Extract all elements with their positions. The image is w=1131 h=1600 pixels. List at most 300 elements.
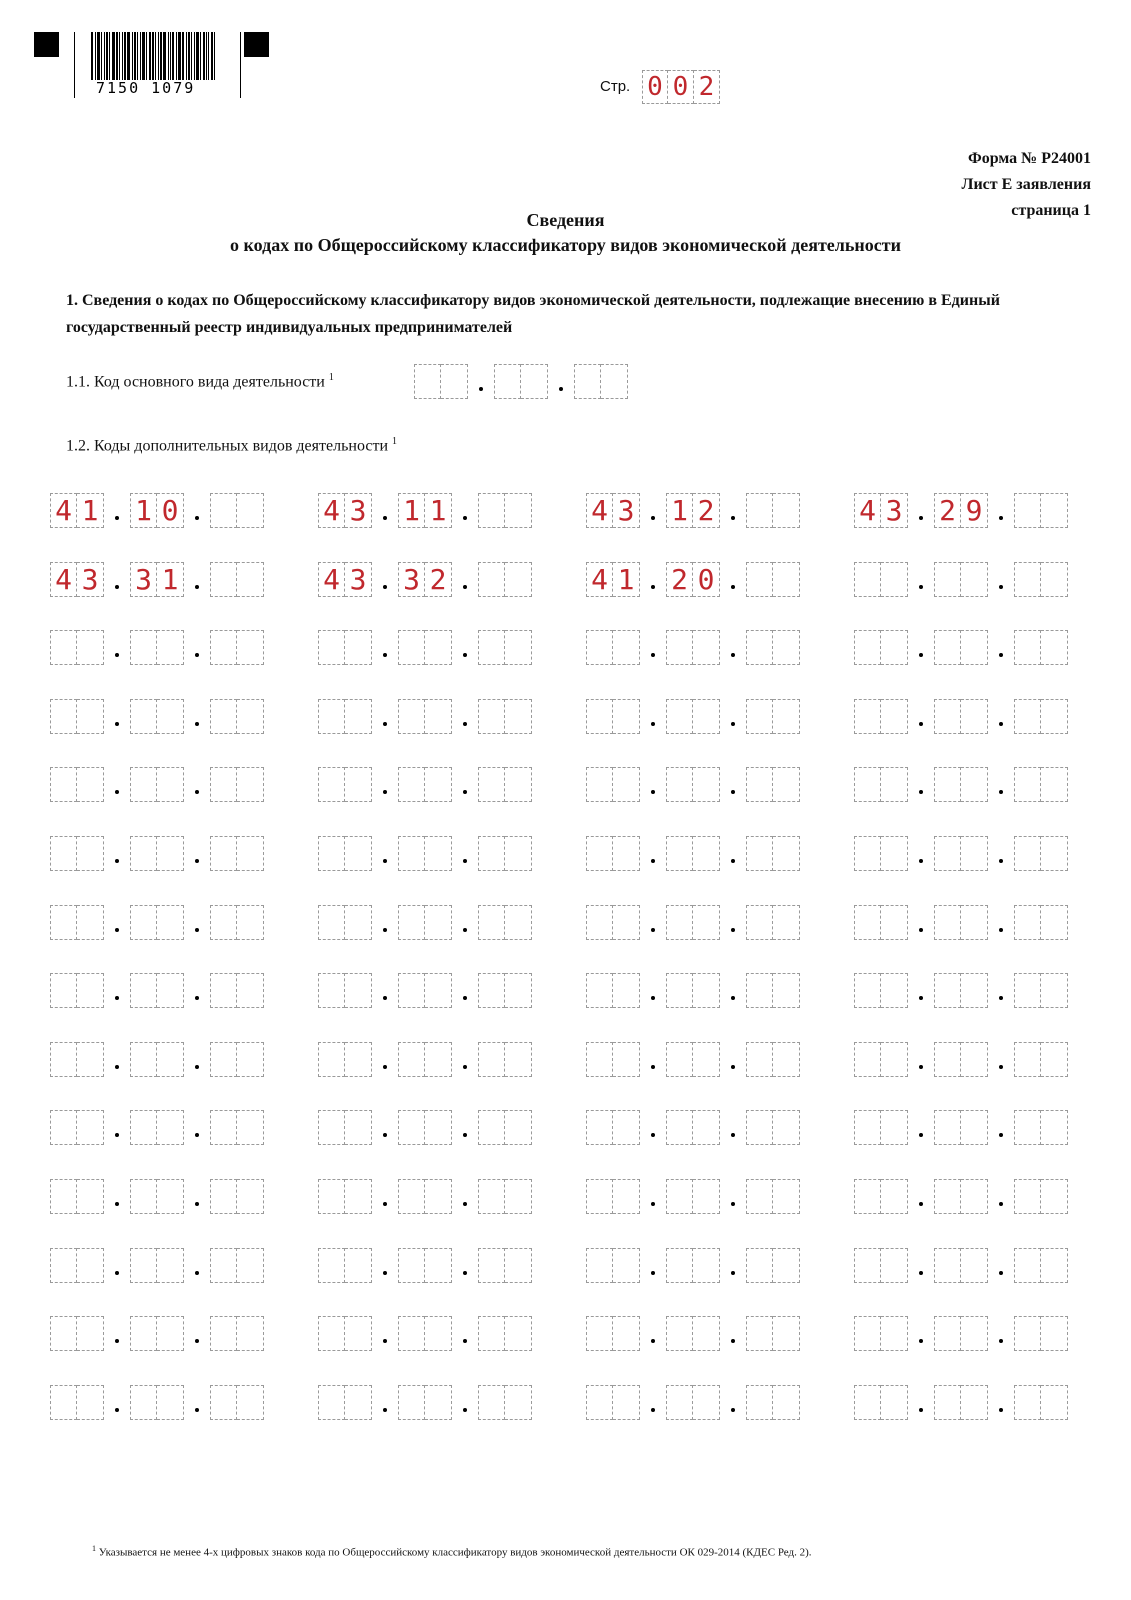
code-digit-cell[interactable] (666, 1179, 693, 1214)
code-digit-cell[interactable] (586, 767, 613, 802)
code-digit-cell[interactable] (157, 973, 184, 1008)
code-digit-cell[interactable] (50, 1316, 77, 1351)
code-digit-cell[interactable] (398, 767, 425, 802)
code-digit-cell[interactable] (961, 836, 988, 871)
code-digit-cell[interactable] (773, 630, 800, 665)
additional-code-field[interactable] (50, 1179, 264, 1214)
additional-code-field[interactable] (318, 973, 532, 1008)
code-digit-cell[interactable] (345, 1179, 372, 1214)
code-digit-cell[interactable] (50, 1042, 77, 1077)
code-digit-cell[interactable] (425, 699, 452, 734)
page-digit-cell[interactable]: 2 (694, 70, 720, 104)
code-digit-cell[interactable] (425, 1385, 452, 1420)
code-digit-cell[interactable] (934, 973, 961, 1008)
code-digit-cell[interactable] (613, 1179, 640, 1214)
code-digit-cell[interactable] (425, 905, 452, 940)
code-digit-cell[interactable] (773, 493, 800, 528)
code-digit-cell[interactable] (586, 699, 613, 734)
code-digit-cell[interactable]: 2 (425, 562, 452, 597)
code-digit-cell[interactable] (1041, 1042, 1068, 1077)
code-digit-cell[interactable] (854, 1110, 881, 1145)
additional-code-field[interactable] (318, 1385, 532, 1420)
code-digit-cell[interactable] (746, 1316, 773, 1351)
code-digit-cell[interactable] (505, 1385, 532, 1420)
code-digit-cell[interactable]: 3 (398, 562, 425, 597)
code-digit-cell[interactable] (961, 767, 988, 802)
code-digit-cell[interactable] (398, 1316, 425, 1351)
page-digit-cell[interactable]: 0 (668, 70, 694, 104)
code-digit-cell[interactable] (130, 630, 157, 665)
code-digit-cell[interactable] (237, 767, 264, 802)
code-digit-cell[interactable] (881, 836, 908, 871)
additional-code-field[interactable] (586, 905, 800, 940)
additional-code-field[interactable] (50, 973, 264, 1008)
main-code-field[interactable] (414, 364, 628, 399)
code-digit-cell[interactable] (237, 1385, 264, 1420)
code-digit-cell[interactable] (318, 1385, 345, 1420)
code-digit-cell[interactable] (613, 1316, 640, 1351)
code-digit-cell[interactable] (586, 1110, 613, 1145)
code-digit-cell[interactable] (1014, 836, 1041, 871)
code-digit-cell[interactable] (1014, 1042, 1041, 1077)
code-digit-cell[interactable] (1041, 905, 1068, 940)
code-digit-cell[interactable] (693, 630, 720, 665)
code-digit-cell[interactable] (318, 1042, 345, 1077)
code-digit-cell[interactable] (934, 836, 961, 871)
code-digit-cell[interactable] (77, 630, 104, 665)
code-digit-cell[interactable] (318, 836, 345, 871)
code-digit-cell[interactable] (666, 836, 693, 871)
code-digit-cell[interactable] (881, 905, 908, 940)
code-digit-cell[interactable] (478, 905, 505, 940)
code-digit-cell[interactable] (130, 1179, 157, 1214)
additional-code-field[interactable] (318, 1248, 532, 1283)
code-digit-cell[interactable] (130, 1385, 157, 1420)
code-digit-cell[interactable] (666, 1042, 693, 1077)
additional-code-field[interactable] (50, 562, 264, 597)
code-digit-cell[interactable] (693, 1385, 720, 1420)
code-digit-cell[interactable] (345, 836, 372, 871)
code-digit-cell[interactable] (50, 836, 77, 871)
additional-code-field[interactable] (586, 1110, 800, 1145)
code-digit-cell[interactable] (586, 630, 613, 665)
code-digit-cell[interactable] (318, 905, 345, 940)
code-digit-cell[interactable] (50, 1248, 77, 1283)
additional-code-field[interactable] (854, 562, 1068, 597)
code-digit-cell[interactable] (130, 699, 157, 734)
code-digit-cell[interactable] (318, 1316, 345, 1351)
additional-code-field[interactable] (854, 1248, 1068, 1283)
code-digit-cell[interactable] (50, 1385, 77, 1420)
code-digit-cell[interactable] (1014, 973, 1041, 1008)
additional-code-field[interactable] (50, 493, 264, 528)
code-digit-cell[interactable]: 1 (425, 493, 452, 528)
code-digit-cell[interactable]: 1 (613, 562, 640, 597)
additional-code-field[interactable] (318, 1110, 532, 1145)
code-digit-cell[interactable] (521, 364, 548, 399)
code-digit-cell[interactable] (586, 1385, 613, 1420)
code-digit-cell[interactable] (666, 699, 693, 734)
code-digit-cell[interactable] (505, 493, 532, 528)
additional-code-field[interactable] (50, 1248, 264, 1283)
code-digit-cell[interactable] (237, 1316, 264, 1351)
code-digit-cell[interactable] (505, 1248, 532, 1283)
additional-code-field[interactable] (50, 767, 264, 802)
code-digit-cell[interactable]: 4 (586, 493, 613, 528)
code-digit-cell[interactable] (425, 1316, 452, 1351)
code-digit-cell[interactable] (398, 1385, 425, 1420)
additional-code-field[interactable] (854, 493, 1068, 528)
additional-code-field[interactable] (50, 1042, 264, 1077)
additional-code-field[interactable] (854, 836, 1068, 871)
code-digit-cell[interactable] (425, 1179, 452, 1214)
code-digit-cell[interactable] (505, 1316, 532, 1351)
code-digit-cell[interactable]: 3 (130, 562, 157, 597)
code-digit-cell[interactable] (50, 1179, 77, 1214)
code-digit-cell[interactable] (586, 836, 613, 871)
additional-code-field[interactable] (50, 630, 264, 665)
code-digit-cell[interactable] (586, 1248, 613, 1283)
code-digit-cell[interactable] (398, 973, 425, 1008)
additional-code-field[interactable] (586, 1248, 800, 1283)
additional-code-field[interactable] (50, 836, 264, 871)
code-digit-cell[interactable] (345, 699, 372, 734)
code-digit-cell[interactable] (237, 699, 264, 734)
additional-code-field[interactable] (318, 836, 532, 871)
code-digit-cell[interactable] (1041, 562, 1068, 597)
additional-code-field[interactable] (50, 905, 264, 940)
code-digit-cell[interactable]: 1 (130, 493, 157, 528)
code-digit-cell[interactable] (746, 836, 773, 871)
code-digit-cell[interactable] (881, 1179, 908, 1214)
code-digit-cell[interactable] (478, 767, 505, 802)
code-digit-cell[interactable] (881, 562, 908, 597)
code-digit-cell[interactable] (881, 699, 908, 734)
code-digit-cell[interactable] (425, 1110, 452, 1145)
code-digit-cell[interactable] (613, 973, 640, 1008)
code-digit-cell[interactable] (130, 767, 157, 802)
code-digit-cell[interactable] (666, 630, 693, 665)
code-digit-cell[interactable] (345, 630, 372, 665)
code-digit-cell[interactable] (398, 1179, 425, 1214)
additional-code-field[interactable] (318, 562, 532, 597)
code-digit-cell[interactable] (505, 1042, 532, 1077)
code-digit-cell[interactable] (210, 973, 237, 1008)
code-digit-cell[interactable] (961, 1042, 988, 1077)
code-digit-cell[interactable] (693, 1110, 720, 1145)
code-digit-cell[interactable] (1041, 767, 1068, 802)
code-digit-cell[interactable] (414, 364, 441, 399)
code-digit-cell[interactable] (1014, 562, 1041, 597)
code-digit-cell[interactable] (425, 973, 452, 1008)
code-digit-cell[interactable] (398, 836, 425, 871)
code-digit-cell[interactable] (854, 836, 881, 871)
code-digit-cell[interactable] (854, 973, 881, 1008)
code-digit-cell[interactable] (345, 1110, 372, 1145)
code-digit-cell[interactable] (157, 699, 184, 734)
code-digit-cell[interactable] (574, 364, 601, 399)
code-digit-cell[interactable] (345, 1385, 372, 1420)
additional-code-field[interactable] (586, 1179, 800, 1214)
code-digit-cell[interactable] (613, 1248, 640, 1283)
code-digit-cell[interactable] (318, 630, 345, 665)
code-digit-cell[interactable] (854, 767, 881, 802)
code-digit-cell[interactable] (505, 905, 532, 940)
additional-code-field[interactable] (586, 493, 800, 528)
code-digit-cell[interactable] (157, 1110, 184, 1145)
code-digit-cell[interactable] (505, 562, 532, 597)
code-digit-cell[interactable] (881, 1110, 908, 1145)
additional-code-field[interactable] (854, 1110, 1068, 1145)
code-digit-cell[interactable] (210, 767, 237, 802)
code-digit-cell[interactable] (746, 973, 773, 1008)
code-digit-cell[interactable] (157, 1248, 184, 1283)
code-digit-cell[interactable] (505, 1110, 532, 1145)
code-digit-cell[interactable] (77, 1110, 104, 1145)
code-digit-cell[interactable] (1041, 1316, 1068, 1351)
code-digit-cell[interactable] (505, 1179, 532, 1214)
code-digit-cell[interactable] (77, 905, 104, 940)
code-digit-cell[interactable]: 2 (934, 493, 961, 528)
code-digit-cell[interactable]: 4 (50, 493, 77, 528)
code-digit-cell[interactable] (478, 1179, 505, 1214)
code-digit-cell[interactable] (773, 1179, 800, 1214)
additional-code-field[interactable] (854, 1042, 1068, 1077)
code-digit-cell[interactable] (130, 836, 157, 871)
code-digit-cell[interactable] (425, 1248, 452, 1283)
code-digit-cell[interactable] (505, 699, 532, 734)
code-digit-cell[interactable] (237, 1179, 264, 1214)
additional-code-field[interactable] (586, 1042, 800, 1077)
code-digit-cell[interactable] (130, 1248, 157, 1283)
additional-code-field[interactable] (854, 973, 1068, 1008)
code-digit-cell[interactable] (77, 973, 104, 1008)
code-digit-cell[interactable] (318, 767, 345, 802)
code-digit-cell[interactable] (50, 973, 77, 1008)
code-digit-cell[interactable] (693, 836, 720, 871)
code-digit-cell[interactable] (693, 1316, 720, 1351)
code-digit-cell[interactable] (1041, 1385, 1068, 1420)
code-digit-cell[interactable] (961, 1316, 988, 1351)
additional-code-field[interactable] (318, 1179, 532, 1214)
code-digit-cell[interactable] (237, 905, 264, 940)
code-digit-cell[interactable] (237, 630, 264, 665)
code-digit-cell[interactable]: 4 (586, 562, 613, 597)
code-digit-cell[interactable] (237, 973, 264, 1008)
code-digit-cell[interactable]: 1 (157, 562, 184, 597)
code-digit-cell[interactable] (237, 1248, 264, 1283)
code-digit-cell[interactable] (157, 1316, 184, 1351)
code-digit-cell[interactable] (478, 562, 505, 597)
code-digit-cell[interactable] (237, 1042, 264, 1077)
additional-code-field[interactable] (318, 1316, 532, 1351)
additional-code-field[interactable] (50, 1385, 264, 1420)
code-digit-cell[interactable] (1014, 1248, 1041, 1283)
code-digit-cell[interactable] (1041, 699, 1068, 734)
code-digit-cell[interactable] (666, 767, 693, 802)
code-digit-cell[interactable] (773, 699, 800, 734)
code-digit-cell[interactable] (613, 1110, 640, 1145)
additional-code-field[interactable] (854, 699, 1068, 734)
code-digit-cell[interactable] (77, 1316, 104, 1351)
code-digit-cell[interactable] (693, 1179, 720, 1214)
code-digit-cell[interactable] (586, 1179, 613, 1214)
code-digit-cell[interactable] (961, 1179, 988, 1214)
code-digit-cell[interactable] (666, 905, 693, 940)
code-digit-cell[interactable] (773, 1385, 800, 1420)
code-digit-cell[interactable] (157, 1385, 184, 1420)
additional-code-field[interactable] (586, 630, 800, 665)
code-digit-cell[interactable] (854, 905, 881, 940)
code-digit-cell[interactable] (210, 836, 237, 871)
code-digit-cell[interactable] (881, 1042, 908, 1077)
code-digit-cell[interactable] (934, 630, 961, 665)
code-digit-cell[interactable] (1014, 493, 1041, 528)
code-digit-cell[interactable] (961, 905, 988, 940)
code-digit-cell[interactable]: 4 (318, 493, 345, 528)
code-digit-cell[interactable] (1041, 973, 1068, 1008)
additional-code-field[interactable] (854, 1316, 1068, 1351)
code-digit-cell[interactable]: 1 (77, 493, 104, 528)
additional-code-field[interactable] (586, 562, 800, 597)
additional-code-field[interactable] (586, 973, 800, 1008)
code-digit-cell[interactable] (854, 630, 881, 665)
code-digit-cell[interactable] (50, 1110, 77, 1145)
additional-code-field[interactable] (50, 699, 264, 734)
code-digit-cell[interactable] (773, 1042, 800, 1077)
code-digit-cell[interactable] (961, 1110, 988, 1145)
code-digit-cell[interactable] (157, 1179, 184, 1214)
additional-code-field[interactable] (854, 1179, 1068, 1214)
code-digit-cell[interactable] (613, 1385, 640, 1420)
code-digit-cell[interactable] (505, 767, 532, 802)
code-digit-cell[interactable] (934, 1385, 961, 1420)
code-digit-cell[interactable]: 4 (50, 562, 77, 597)
code-digit-cell[interactable] (130, 905, 157, 940)
code-digit-cell[interactable]: 3 (345, 493, 372, 528)
code-digit-cell[interactable] (425, 836, 452, 871)
code-digit-cell[interactable]: 2 (666, 562, 693, 597)
code-digit-cell[interactable] (613, 905, 640, 940)
code-digit-cell[interactable] (425, 1042, 452, 1077)
code-digit-cell[interactable] (130, 1316, 157, 1351)
code-digit-cell[interactable] (746, 1179, 773, 1214)
code-digit-cell[interactable] (773, 562, 800, 597)
code-digit-cell[interactable] (773, 1248, 800, 1283)
code-digit-cell[interactable] (1014, 1110, 1041, 1145)
code-digit-cell[interactable] (398, 905, 425, 940)
code-digit-cell[interactable] (478, 493, 505, 528)
code-digit-cell[interactable] (237, 493, 264, 528)
additional-code-field[interactable] (854, 905, 1068, 940)
code-digit-cell[interactable] (746, 630, 773, 665)
additional-code-field[interactable] (318, 905, 532, 940)
page-digit-cell[interactable]: 0 (642, 70, 668, 104)
code-digit-cell[interactable] (934, 562, 961, 597)
code-digit-cell[interactable] (345, 1316, 372, 1351)
code-digit-cell[interactable] (586, 905, 613, 940)
code-digit-cell[interactable] (854, 699, 881, 734)
code-digit-cell[interactable] (961, 1385, 988, 1420)
code-digit-cell[interactable] (773, 973, 800, 1008)
code-digit-cell[interactable] (50, 699, 77, 734)
code-digit-cell[interactable] (693, 1248, 720, 1283)
code-digit-cell[interactable] (854, 1385, 881, 1420)
code-digit-cell[interactable] (157, 630, 184, 665)
code-digit-cell[interactable] (934, 905, 961, 940)
code-digit-cell[interactable] (746, 1042, 773, 1077)
code-digit-cell[interactable] (210, 1042, 237, 1077)
code-digit-cell[interactable] (345, 1042, 372, 1077)
code-digit-cell[interactable] (601, 364, 628, 399)
code-digit-cell[interactable]: 2 (693, 493, 720, 528)
code-digit-cell[interactable] (237, 562, 264, 597)
code-digit-cell[interactable] (50, 905, 77, 940)
code-digit-cell[interactable] (666, 1316, 693, 1351)
code-digit-cell[interactable] (746, 1110, 773, 1145)
code-digit-cell[interactable]: 9 (961, 493, 988, 528)
code-digit-cell[interactable] (773, 1110, 800, 1145)
code-digit-cell[interactable] (494, 364, 521, 399)
code-digit-cell[interactable] (854, 1179, 881, 1214)
page-number-field[interactable] (642, 70, 720, 104)
code-digit-cell[interactable] (345, 905, 372, 940)
code-digit-cell[interactable] (210, 1248, 237, 1283)
code-digit-cell[interactable] (478, 836, 505, 871)
additional-code-field[interactable] (50, 1110, 264, 1145)
code-digit-cell[interactable] (934, 1179, 961, 1214)
code-digit-cell[interactable] (1041, 1110, 1068, 1145)
code-digit-cell[interactable] (613, 767, 640, 802)
code-digit-cell[interactable] (398, 1248, 425, 1283)
code-digit-cell[interactable] (157, 1042, 184, 1077)
code-digit-cell[interactable] (210, 1179, 237, 1214)
additional-code-field[interactable] (854, 1385, 1068, 1420)
code-digit-cell[interactable] (318, 973, 345, 1008)
code-digit-cell[interactable] (693, 973, 720, 1008)
code-digit-cell[interactable] (425, 767, 452, 802)
code-digit-cell[interactable] (1041, 493, 1068, 528)
code-digit-cell[interactable] (961, 562, 988, 597)
code-digit-cell[interactable] (773, 905, 800, 940)
code-digit-cell[interactable] (210, 1385, 237, 1420)
code-digit-cell[interactable] (1041, 836, 1068, 871)
code-digit-cell[interactable] (478, 1042, 505, 1077)
code-digit-cell[interactable] (934, 1042, 961, 1077)
additional-code-field[interactable] (854, 767, 1068, 802)
code-digit-cell[interactable] (1014, 1179, 1041, 1214)
code-digit-cell[interactable] (77, 1042, 104, 1077)
code-digit-cell[interactable] (345, 1248, 372, 1283)
code-digit-cell[interactable] (1041, 630, 1068, 665)
code-digit-cell[interactable] (478, 973, 505, 1008)
code-digit-cell[interactable] (961, 699, 988, 734)
additional-code-field[interactable] (586, 699, 800, 734)
code-digit-cell[interactable] (505, 973, 532, 1008)
additional-code-field[interactable] (586, 1385, 800, 1420)
code-digit-cell[interactable] (130, 1042, 157, 1077)
code-digit-cell[interactable] (130, 1110, 157, 1145)
code-digit-cell[interactable]: 1 (666, 493, 693, 528)
additional-code-field[interactable] (586, 1316, 800, 1351)
code-digit-cell[interactable] (854, 562, 881, 597)
code-digit-cell[interactable] (881, 973, 908, 1008)
code-digit-cell[interactable] (441, 364, 468, 399)
code-digit-cell[interactable] (210, 905, 237, 940)
code-digit-cell[interactable] (934, 1316, 961, 1351)
code-digit-cell[interactable] (746, 493, 773, 528)
code-digit-cell[interactable] (746, 562, 773, 597)
